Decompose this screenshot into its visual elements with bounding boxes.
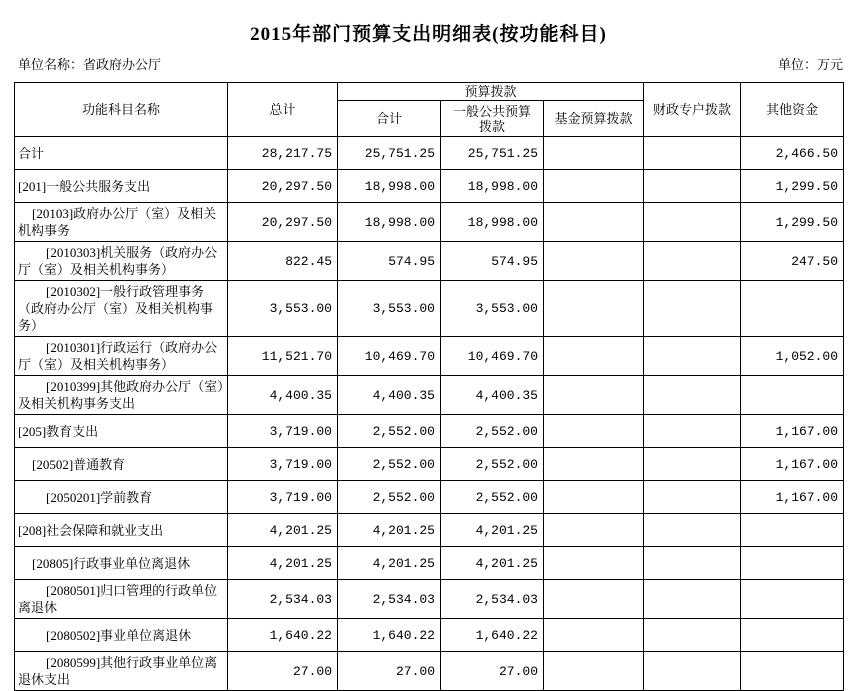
other-funds-cell: 1,299.50	[741, 203, 844, 242]
fiscal-special-cell	[644, 242, 741, 281]
table-row	[15, 170, 844, 203]
total-cell: 2,534.03	[228, 580, 338, 619]
other-funds-cell: 1,167.00	[741, 481, 844, 514]
table-row	[15, 337, 844, 376]
fund-budget-cell	[544, 547, 644, 580]
other-funds-cell	[741, 652, 844, 691]
table-row	[15, 415, 844, 448]
other-funds-cell	[741, 580, 844, 619]
general-public-budget-cell: 2,552.00	[441, 481, 544, 514]
fiscal-special-cell	[644, 448, 741, 481]
general-public-budget-cell: 2,552.00	[441, 448, 544, 481]
budget-subtotal-cell: 2,552.00	[338, 448, 441, 481]
fund-budget-cell	[544, 481, 644, 514]
unit-name-label: 单位名称：省政府办公厅	[18, 57, 162, 72]
table-row	[15, 137, 844, 170]
table-row	[15, 448, 844, 481]
col-header-general-public-label: 一般公共预算拨款	[452, 103, 531, 134]
fund-budget-cell	[544, 170, 644, 203]
budget-subtotal-cell: 25,751.25	[338, 137, 441, 170]
total-cell: 27.00	[228, 652, 338, 691]
subject-cell: [2080501]归口管理的行政单位离退休	[15, 580, 228, 619]
other-funds-cell: 2,466.50	[741, 137, 844, 170]
general-public-budget-cell: 10,469.70	[441, 337, 544, 376]
fund-budget-cell	[544, 337, 644, 376]
table-row	[15, 376, 844, 415]
total-cell: 3,719.00	[228, 415, 338, 448]
other-funds-cell: 247.50	[741, 242, 844, 281]
table-row	[15, 281, 844, 337]
table-row	[15, 481, 844, 514]
subject-cell: [20103]政府办公厅（室）及相关机构事务	[15, 203, 228, 242]
col-header-budget-group: 预算拨款	[338, 83, 644, 101]
total-cell: 11,521.70	[228, 337, 338, 376]
general-public-budget-cell: 574.95	[441, 242, 544, 281]
subject-cell: [208]社会保障和就业支出	[15, 514, 228, 547]
total-cell: 20,297.50	[228, 170, 338, 203]
fund-budget-cell	[544, 580, 644, 619]
total-cell: 3,719.00	[228, 448, 338, 481]
other-funds-cell	[741, 281, 844, 337]
header-row-top	[15, 83, 844, 101]
subject-cell: [2050201]学前教育	[15, 481, 228, 514]
subject-cell: [201]一般公共服务支出	[15, 170, 228, 203]
total-cell: 3,719.00	[228, 481, 338, 514]
table-row	[15, 652, 844, 691]
general-public-budget-cell: 18,998.00	[441, 170, 544, 203]
budget-subtotal-cell: 2,552.00	[338, 415, 441, 448]
fiscal-special-cell	[644, 203, 741, 242]
table-row	[15, 203, 844, 242]
total-cell: 4,400.35	[228, 376, 338, 415]
col-header-other-funds: 其他资金	[741, 83, 844, 137]
budget-subtotal-cell: 1,640.22	[338, 619, 441, 652]
general-public-budget-cell: 4,201.25	[441, 514, 544, 547]
subject-cell: 合计	[15, 137, 228, 170]
table-row	[15, 514, 844, 547]
fiscal-special-cell	[644, 376, 741, 415]
other-funds-cell: 1,052.00	[741, 337, 844, 376]
fiscal-special-cell	[644, 547, 741, 580]
subject-cell: [20502]普通教育	[15, 448, 228, 481]
total-cell: 4,201.25	[228, 514, 338, 547]
col-header-subject: 功能科目名称	[15, 83, 228, 137]
fiscal-special-cell	[644, 652, 741, 691]
col-header-general-public	[441, 101, 544, 137]
subject-cell: [2010302]一般行政管理事务（政府办公厅（室）及相关机构事务）	[15, 281, 228, 337]
other-funds-cell	[741, 514, 844, 547]
total-cell: 4,201.25	[228, 547, 338, 580]
total-cell: 3,553.00	[228, 281, 338, 337]
subject-cell: [2010303]机关服务（政府办公厅（室）及相关机构事务）	[15, 242, 228, 281]
general-public-budget-cell: 25,751.25	[441, 137, 544, 170]
table-row	[15, 619, 844, 652]
table-body	[15, 137, 844, 691]
subject-cell: [2010399]其他政府办公厅（室）及相关机构事务支出	[15, 376, 228, 415]
fiscal-special-cell	[644, 170, 741, 203]
subject-cell: [2080502]事业单位离退休	[15, 619, 228, 652]
subject-cell: [2010301]行政运行（政府办公厅（室）及相关机构事务）	[15, 337, 228, 376]
general-public-budget-cell: 18,998.00	[441, 203, 544, 242]
fiscal-special-cell	[644, 281, 741, 337]
general-public-budget-cell: 2,552.00	[441, 415, 544, 448]
fiscal-special-cell	[644, 481, 741, 514]
fiscal-special-cell	[644, 514, 741, 547]
general-public-budget-cell: 27.00	[441, 652, 544, 691]
budget-subtotal-cell: 10,469.70	[338, 337, 441, 376]
general-public-budget-cell: 1,640.22	[441, 619, 544, 652]
general-public-budget-cell: 2,534.03	[441, 580, 544, 619]
table-row	[15, 547, 844, 580]
fund-budget-cell	[544, 514, 644, 547]
fund-budget-cell	[544, 376, 644, 415]
subject-cell: [20805]行政事业单位离退休	[15, 547, 228, 580]
other-funds-cell: 1,167.00	[741, 415, 844, 448]
fiscal-special-cell	[644, 619, 741, 652]
total-cell: 28,217.75	[228, 137, 338, 170]
other-funds-cell	[741, 619, 844, 652]
budget-table	[14, 82, 844, 691]
budget-subtotal-cell: 18,998.00	[338, 203, 441, 242]
fund-budget-cell	[544, 652, 644, 691]
meta-row	[18, 57, 843, 73]
fund-budget-cell	[544, 448, 644, 481]
col-header-budget-subtotal: 合计	[338, 101, 441, 137]
fund-budget-cell	[544, 137, 644, 170]
table-header	[15, 83, 844, 137]
col-header-fund: 基金预算拨款	[544, 101, 644, 137]
fiscal-special-cell	[644, 337, 741, 376]
unit-of-measure-label: 单位：万元	[777, 57, 843, 72]
total-cell: 1,640.22	[228, 619, 338, 652]
col-header-total: 总计	[228, 83, 338, 137]
budget-subtotal-cell: 4,400.35	[338, 376, 441, 415]
budget-subtotal-cell: 3,553.00	[338, 281, 441, 337]
fund-budget-cell	[544, 203, 644, 242]
other-funds-cell	[741, 376, 844, 415]
other-funds-cell: 1,299.50	[741, 170, 844, 203]
fiscal-special-cell	[644, 415, 741, 448]
budget-subtotal-cell: 4,201.25	[338, 514, 441, 547]
budget-subtotal-cell: 574.95	[338, 242, 441, 281]
budget-subtotal-cell: 27.00	[338, 652, 441, 691]
fund-budget-cell	[544, 281, 644, 337]
total-cell: 20,297.50	[228, 203, 338, 242]
budget-subtotal-cell: 2,552.00	[338, 481, 441, 514]
table-row	[15, 580, 844, 619]
subject-cell: [205]教育支出	[15, 415, 228, 448]
other-funds-cell	[741, 547, 844, 580]
fund-budget-cell	[544, 415, 644, 448]
budget-subtotal-cell: 4,201.25	[338, 547, 441, 580]
table-row	[15, 242, 844, 281]
fiscal-special-cell	[644, 137, 741, 170]
fund-budget-cell	[544, 242, 644, 281]
fund-budget-cell	[544, 619, 644, 652]
general-public-budget-cell: 3,553.00	[441, 281, 544, 337]
other-funds-cell: 1,167.00	[741, 448, 844, 481]
page-title: 2015年部门预算支出明细表(按功能科目)	[250, 24, 607, 45]
general-public-budget-cell: 4,400.35	[441, 376, 544, 415]
subject-cell: [2080599]其他行政事业单位离退休支出	[15, 652, 228, 691]
general-public-budget-cell: 4,201.25	[441, 547, 544, 580]
budget-subtotal-cell: 2,534.03	[338, 580, 441, 619]
fiscal-special-cell	[644, 580, 741, 619]
budget-subtotal-cell: 18,998.00	[338, 170, 441, 203]
col-header-fiscal-special: 财政专户拨款	[644, 83, 741, 137]
total-cell: 822.45	[228, 242, 338, 281]
